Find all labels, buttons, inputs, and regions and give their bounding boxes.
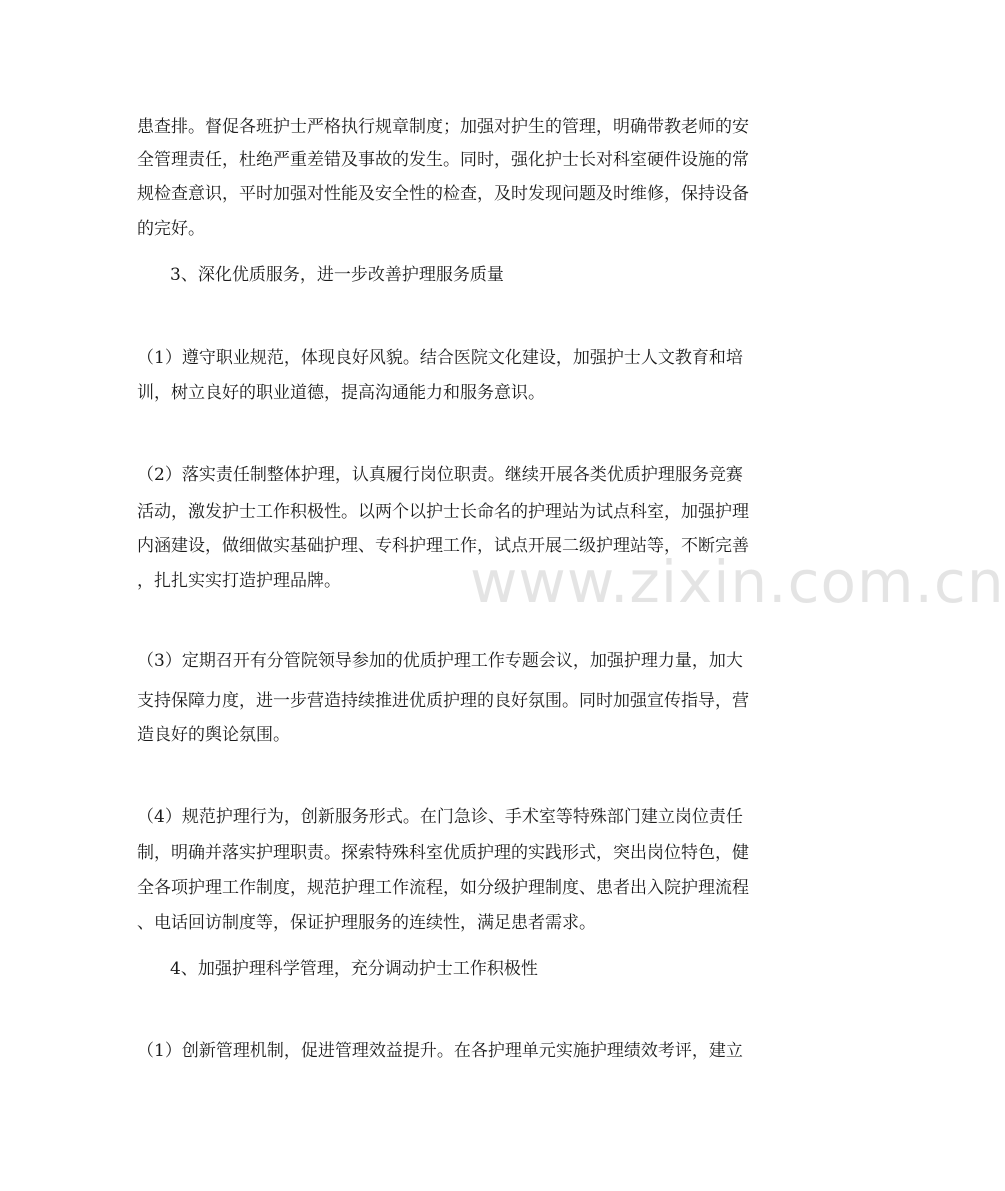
text-line: （4）规范护理行为，创新服务形式。在门急诊、手术室等特殊部门建立岗位责任	[137, 807, 743, 827]
text-line: 患查排。督促各班护士严格执行规章制度；加强对护生的管理，明确带教老师的安	[137, 117, 749, 137]
watermark: www.zixin.com.cn	[470, 548, 1005, 616]
text-line: 造良好的舆论氛围。	[137, 725, 290, 745]
text-line: 、电话回访制度等，保证护理服务的连续性，满足患者需求。	[137, 913, 596, 933]
text-line: 规检查意识，平时加强对性能及安全性的检查，及时发现问题及时维修，保持设备	[137, 184, 749, 204]
text-line: （2）落实责任制整体护理，认真履行岗位职责。继续开展各类优质护理服务竞赛	[137, 465, 743, 485]
text-line: 制，明确并落实护理职责。探索特殊科室优质护理的实践形式，突出岗位特色，健	[137, 843, 749, 863]
text-line: （1）创新管理机制，促进管理效益提升。在各护理单元实施护理绩效考评，建立	[137, 1041, 743, 1061]
text-line: ，扎扎实实打造护理品牌。	[137, 571, 341, 591]
text-line: 支持保障力度，进一步营造持续推进优质护理的良好氛围。同时加强宣传指导，营	[137, 691, 749, 711]
text-line: 活动，激发护士工作积极性。以两个以护士长命名的护理站为试点科室，加强护理	[137, 502, 749, 522]
section-heading: 3、深化优质服务，进一步改善护理服务质量	[170, 265, 504, 285]
text-line: 全各项护理工作制度，规范护理工作流程，如分级护理制度、患者出入院护理流程	[137, 878, 749, 898]
section-heading: 4、加强护理科学管理，充分调动护士工作积极性	[170, 959, 538, 979]
text-line: （3）定期召开有分管院领导参加的优质护理工作专题会议，加强护理力量，加大	[137, 651, 743, 671]
text-line: 内涵建设，做细做实基础护理、专科护理工作，试点开展二级护理站等，不断完善	[137, 536, 749, 556]
text-line: （1）遵守职业规范，体现良好风貌。结合医院文化建设，加强护士人文教育和培	[137, 348, 743, 368]
text-line: 训，树立良好的职业道德，提高沟通能力和服务意识。	[137, 383, 545, 403]
text-line: 全管理责任，杜绝严重差错及事故的发生。同时，强化护士长对科室硬件设施的常	[137, 150, 749, 170]
text-line: 的完好。	[137, 219, 205, 239]
